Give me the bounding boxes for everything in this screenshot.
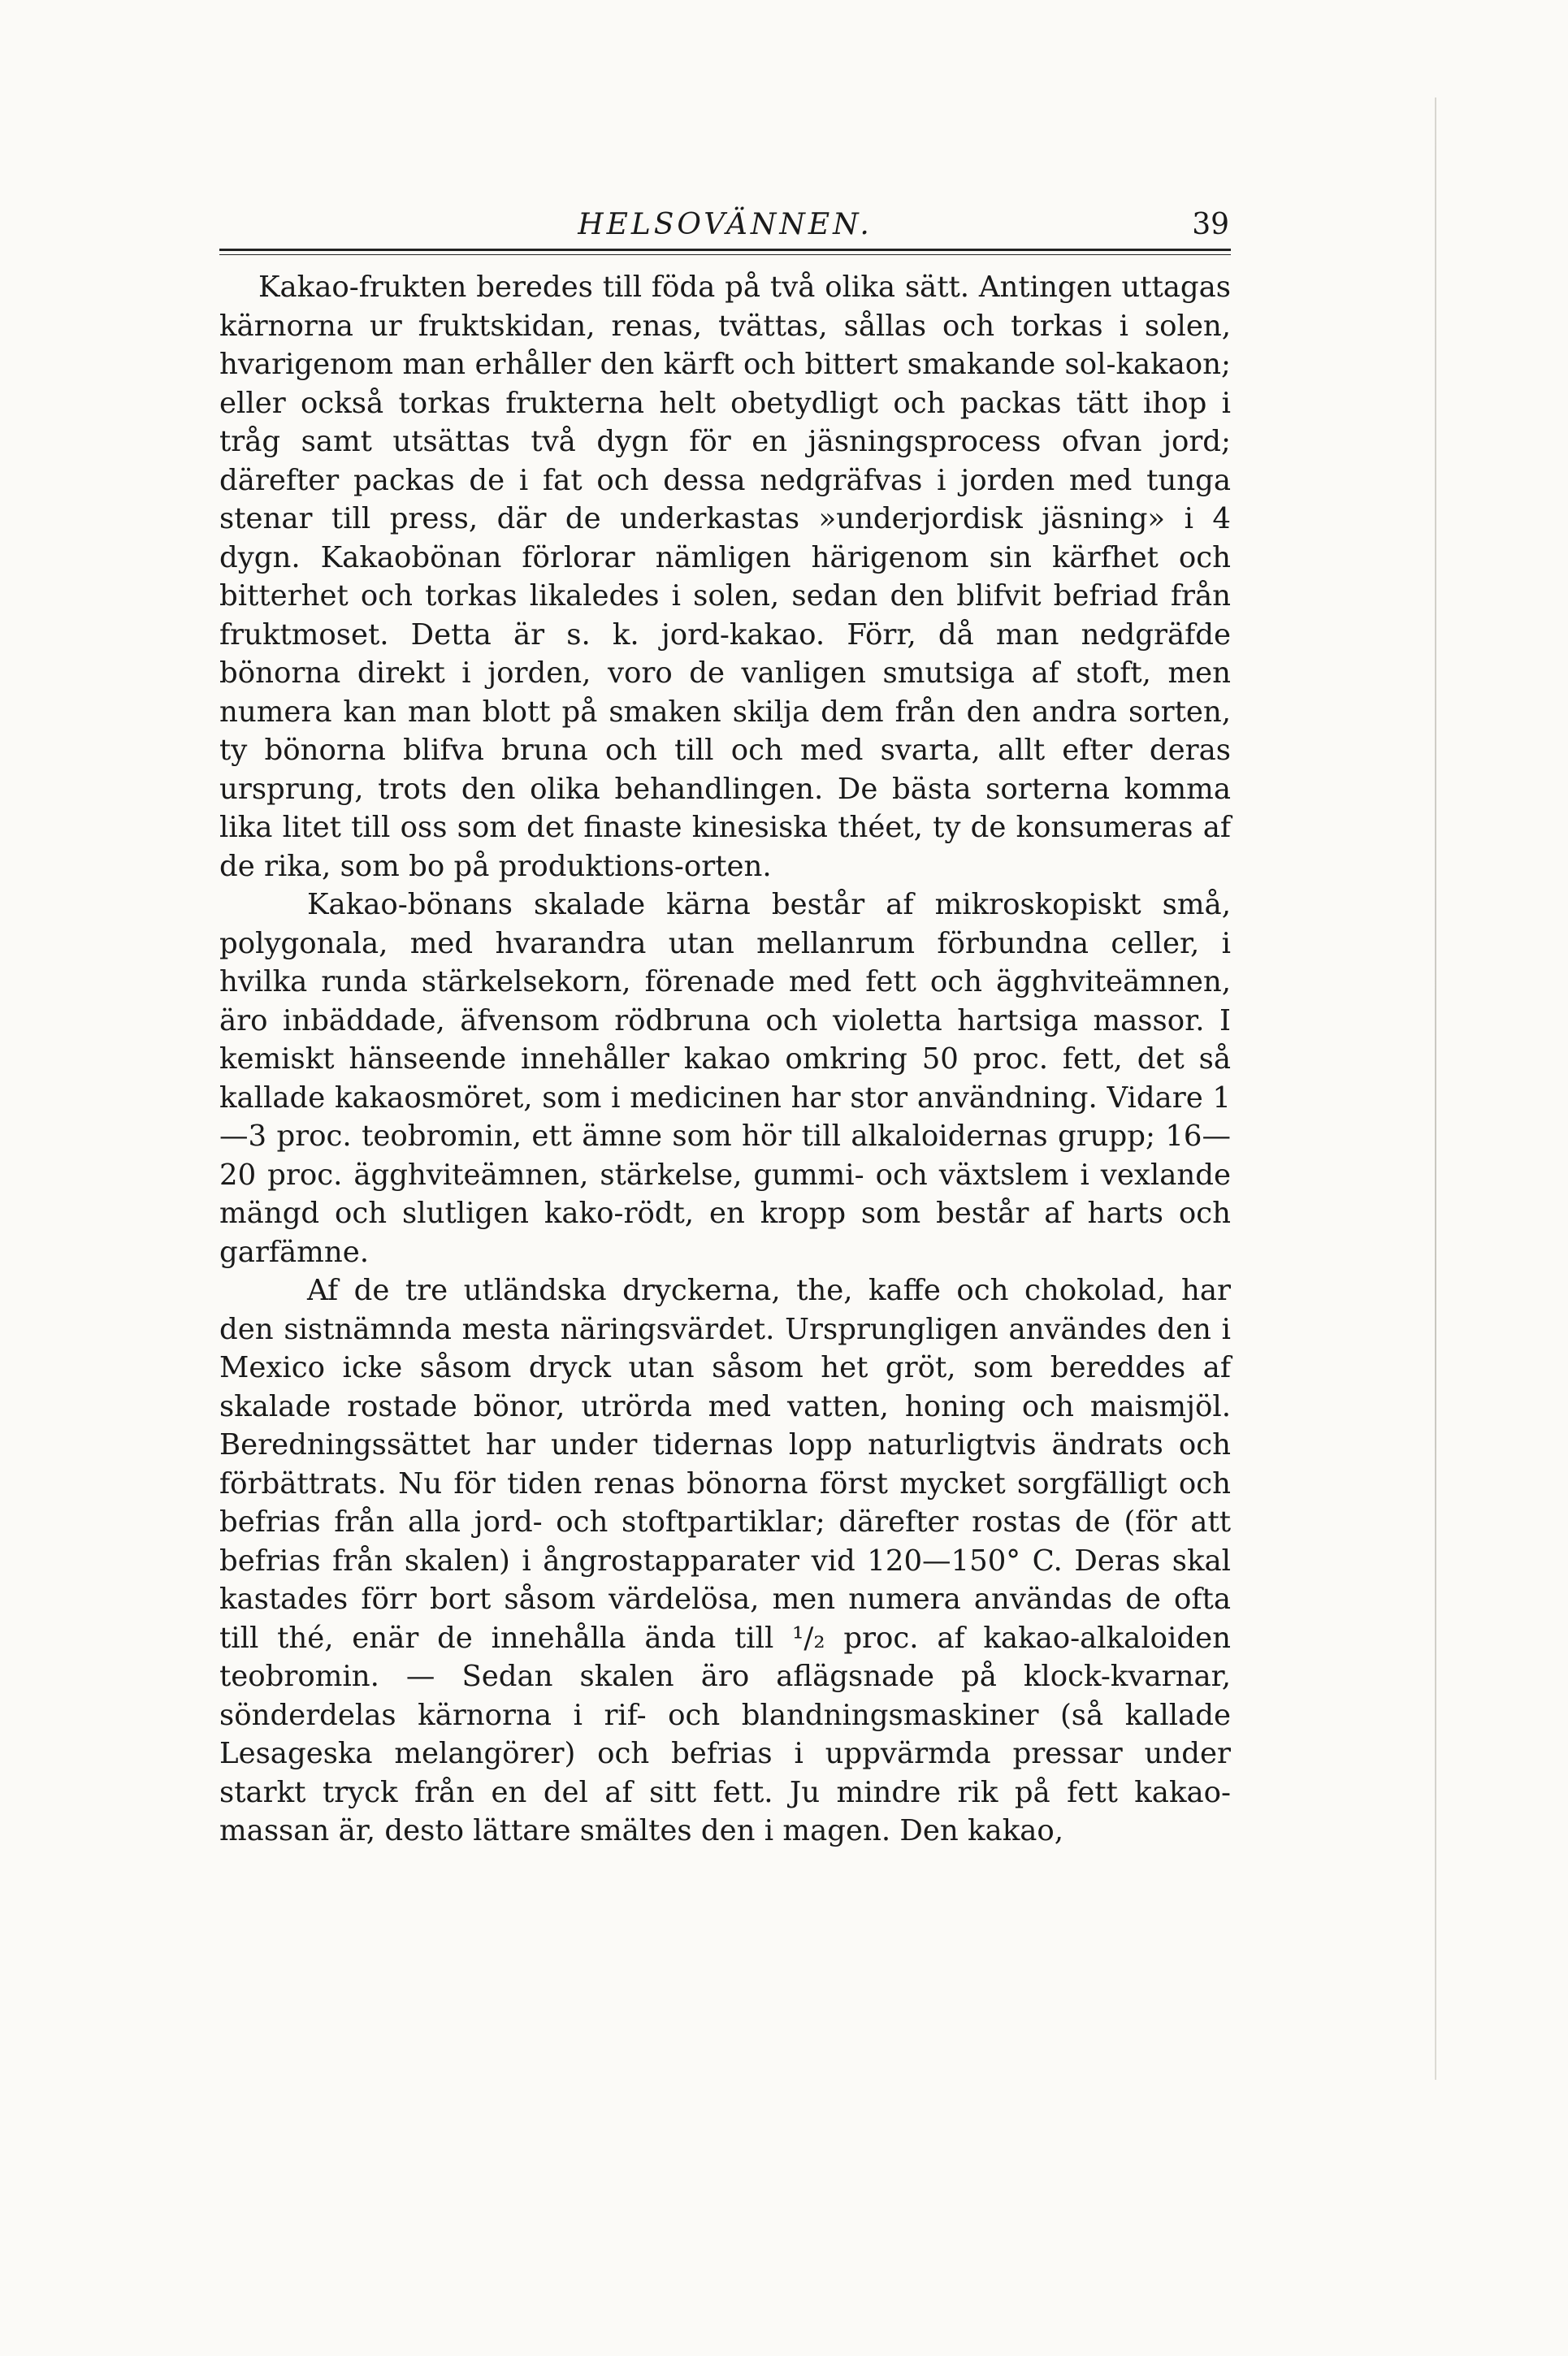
page-header: [219, 203, 1231, 252]
header-rule: [219, 249, 1231, 251]
header-rule-thin: [219, 254, 1231, 255]
paragraph: Af de tre utländska dryckerna, the, kaffe och chokolad, har den sistnämnda mesta näringsvärdet. Ursprungligen användes den i Mexico icke såsom dryck utan såsom het gröt, som bereddes af skalade rostade bönor, utrörda med vatten, honing och maismjöl. Beredningssättet har under tidernas lopp naturligtvis ändrats och förbättrats. Nu för tiden renas bönorna först mycket sorgfälligt och befrias från alla jord- och stoftpartiklar; därefter rostas de (för att befrias från skalen) i ångrostapparater vid 120—150° C. Deras skal kastades förr bort såsom värdelösa, men numera användas de ofta till thé, enär de innehålla ända till ¹/₂ proc. af kakao-alkaloiden teobromin. — Sedan skalen äro aflägsnade på klock-kvarnar, sönderdelas kärnorna i rif- och blandningsmaskiner (så kallade Lesageska melangörer) och befrias i uppvärmda pressar under starkt tryck från en del af sitt fett. Ju mindre rik på fett kakao-massan är, desto lättare smältes den i magen. Den kakao,: [219, 1274, 1231, 1847]
paragraph: Kakao-bönans skalade kärna består af mikroskopiskt små, polygonala, med hvarandra utan mellanrum förbundna celler, i hvilka runda stärkelsekorn, förenade med fett och ägghviteämnen, äro inbäddade, äfvensom rödbruna och violetta hartsiga massor. I kemiskt hänseende innehåller kakao omkring 50 proc. fett, det så kallade kakaosmöret, som i medicinen har stor användning. Vidare 1—3 proc. teobromin, ett ämne som hör till alkaloidernas grupp; 16—20 proc. ägghviteämnen, stärkelse, gummi- och växtslem i vexlande mängd och slutligen kako-rödt, en kropp som består af harts och garfämne.: [219, 888, 1231, 1269]
page-number: 39: [1192, 208, 1229, 241]
body-text: [219, 268, 1231, 1851]
paragraph: Kakao-frukten beredes till föda på två olika sätt. Antingen uttagas kärnorna ur fruktskidan, renas, tvättas, sållas och torkas i solen, hvarigenom man erhåller den kärft och bittert smakande sol-kakaon; eller också torkas frukterna helt obetydligt och packas tätt ihop i tråg samt utsättas två dygn för en jäsningsprocess ofvan jord; därefter packas de i fat och dessa nedgräfvas i jorden med tunga stenar till press, där de underkastas »underjordisk jäsning» i 4 dygn. Kakaobönan förlorar nämligen härigenom sin kärfhet och bitterhet och torkas likaledes i solen, sedan den blifvit befriad från fruktmoset. Detta är s. k. jord-kakao. Förr, då man nedgräfde bönorna direkt i jorden, voro de vanligen smutsiga af stoft, men numera kan man blott på smaken skilja dem från den andra sorten, ty bönorna blifva bruna och till och med svarta, allt efter deras ursprung, trots den olika behandlingen. De bästa sorterna komma lika litet till oss som det finaste kinesiska théet, ty de konsumeras af de rika, som bo på produktions-orten.: [219, 271, 1231, 883]
running-title: HELSOVÄNNEN.: [578, 208, 873, 241]
page-edge-line: [1435, 97, 1436, 2080]
page-content: [219, 203, 1231, 1851]
